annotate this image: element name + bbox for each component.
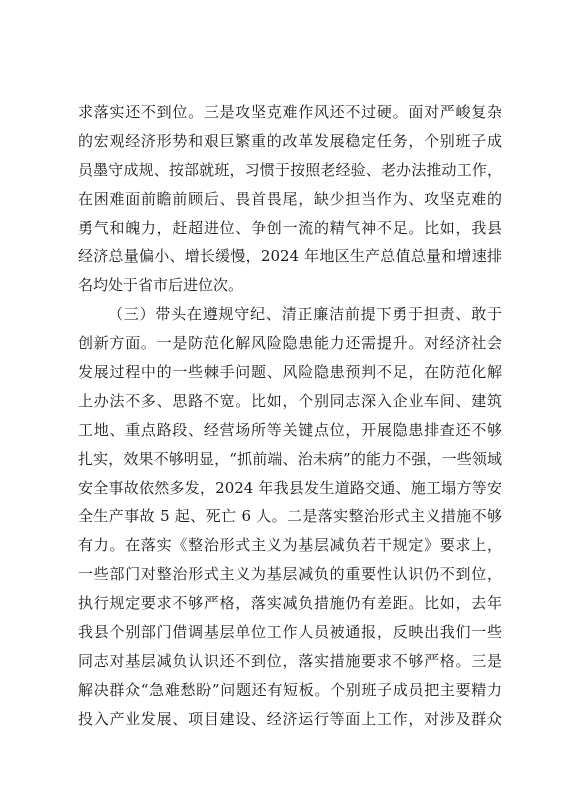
text-line: （三）带头在遵规守纪、清正廉洁前提下勇于担责、敢于 bbox=[108, 305, 502, 324]
text-line: 勇气和魄力，赶超进位、争创一流的精气神不足。比如，我县 bbox=[78, 218, 502, 237]
text-line: 创新方面。一是防范化解风险隐患能力还需提升。对经济社会 bbox=[78, 334, 502, 353]
text-line: 投入产业发展、项目建设、经济运行等面上工作，对涉及群众 bbox=[78, 709, 502, 728]
text-line: 解决群众“急难愁盼”问题还有短板。个别班子成员把主要精力 bbox=[78, 680, 502, 699]
text-line: 执行规定要求不够严格，落实减负措施仍有差距。比如，去年 bbox=[78, 594, 502, 613]
text-line: 全生产事故 5 起、死亡 6 人。二是落实整治形式主义措施不够 bbox=[78, 507, 502, 526]
text-line: 安全事故依然多发，2024 年我县发生道路交通、施工塌方等安 bbox=[78, 478, 502, 497]
text-line: 扎实，效果不够明显，“抓前端、治未病”的能力不强，一些领域 bbox=[78, 449, 502, 468]
text-line: 在困难面前瞻前顾后、畏首畏尾，缺少担当作为、攻坚克难的 bbox=[78, 189, 502, 208]
text-line: 同志对基层减负认识还不到位，落实措施要求不够严格。三是 bbox=[78, 651, 502, 670]
text-line: 工地、重点路段、经营场所等关键点位，开展隐患排查还不够 bbox=[78, 420, 502, 439]
text-line: 我县个别部门借调基层单位工作人员被通报，反映出我们一些 bbox=[78, 623, 502, 642]
document-body-text bbox=[78, 98, 502, 734]
text-line: 上办法不多、思路不宽。比如，个别同志深入企业车间、建筑 bbox=[78, 391, 502, 410]
text-line: 员墨守成规、按部就班，习惯于按照老经验、老办法推动工作， bbox=[78, 160, 502, 179]
text-line: 经济总量偏小、增长缓慢，2024 年地区生产总值总量和增速排 bbox=[78, 247, 502, 266]
text-line: 有力。在落实《整治形式主义为基层减负若干规定》要求上， bbox=[78, 536, 502, 555]
text-line: 的宏观经济形势和艰巨繁重的改革发展稳定任务，个别班子成 bbox=[78, 131, 502, 150]
text-line: 名均处于省市后进位次。 bbox=[78, 276, 244, 295]
text-line: 发展过程中的一些棘手问题、风险隐患预判不足，在防范化解 bbox=[78, 363, 502, 382]
text-line: 求落实还不到位。三是攻坚克难作风还不过硬。面对严峻复杂 bbox=[78, 103, 502, 121]
text-line: 一些部门对整治形式主义为基层减负的重要性认识仍不到位， bbox=[78, 565, 502, 584]
